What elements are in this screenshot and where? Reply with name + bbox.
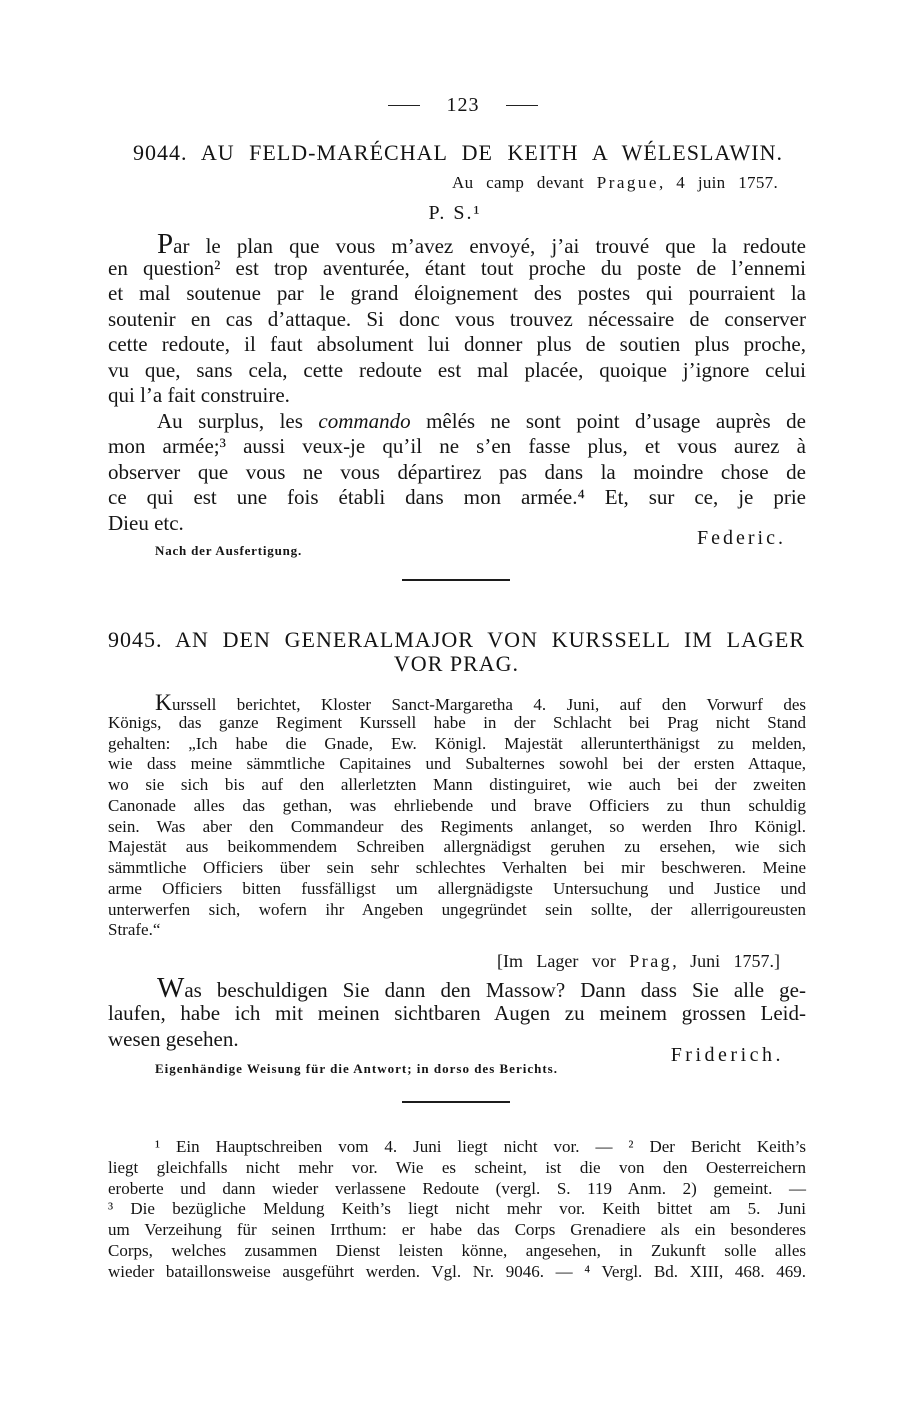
body-line: cette redoute, il faut absolument lui donner plus de soutien plus proche, (108, 332, 806, 356)
letter-9044-heading: 9044. AU FELD-MARÉCHAL DE KEITH A WÉLESLAWIN. (133, 140, 783, 165)
body-line: ce qui est une fois établi dans mon armée.⁴ Et, sur ce, je prie (108, 485, 806, 509)
page-number-header (388, 93, 538, 117)
letter-9045-heading (108, 628, 805, 676)
footnote-line: um Verzeihung für seinen Irrthum: er habe das Corps Grenadiere als ein besonderes (108, 1220, 806, 1240)
page-number-dash-right (506, 105, 538, 106)
section-divider (402, 579, 510, 581)
footnote-line: wieder bataillonsweise ausgeführt werden. Vgl. Nr. 9046. — ⁴ Vergl. Bd. XIII, 468. 469. (108, 1261, 806, 1281)
heading-line: VOR PRAG. (393, 651, 520, 676)
report-line: Strafe.“ (108, 920, 161, 940)
kurssell-report (108, 692, 806, 941)
report-line: Kurssell berichtet, Kloster Sanct-Margaretha 4. Juni, auf den Vorwurf des (155, 690, 806, 716)
body-line: Par le plan que vous m’avez envoyé, j’ai trouvé que la redoute (157, 228, 806, 260)
dateline-suffix: , 4 juin 1757. (658, 173, 778, 192)
body-line: mon armée;³ aussi veux-je qu’il ne s’en fasse plus, et vous aurez à (108, 434, 806, 458)
footnote-line: ³ Die bezügliche Meldung Keith’s liegt nicht mehr vor. Keith bittet am 5. Juni (108, 1199, 806, 1219)
report-line: sämmtliche Officiers über sein sehr schlechtes Verhalten bei mir beschweren. Meine (108, 858, 806, 877)
source-note: Nach der Ausfertigung. (155, 543, 303, 558)
report-line: Canonade alles das gethan, was ehrliebende und brave Officiers zu thun schuldig (108, 795, 806, 815)
letter-9045-dateline (497, 950, 780, 972)
letter-9044-dateline (452, 172, 778, 194)
footnote-line: ¹ Ein Hauptschreiben vom 4. Juni liegt nicht vor. — ² Der Bericht Keith’s (155, 1137, 806, 1156)
page-number: 123 (446, 94, 480, 116)
report-line: wie dass meine sämmtliche Capitaines und Subalternes sowohl bei der ersten Attaque, (108, 754, 806, 774)
footnote-line: liegt gleichfalls nicht mehr vor. Wie es scheint, ist die von den Oesterreichern (108, 1157, 806, 1177)
body-line (108, 409, 806, 435)
dateline-place: Prague (596, 173, 659, 192)
body-line: Dieu etc. (108, 510, 184, 535)
body-text: Au surplus, les (157, 408, 319, 433)
page-number-dash-left (388, 105, 420, 106)
footnote-line: Corps, welches zusammen Dienst leisten könne, angesehen, in Zukunft solle alles (108, 1240, 806, 1260)
footnote-divider (402, 1101, 510, 1103)
body-line: qui l’a fait construire. (108, 383, 290, 407)
report-line: Majestät aus beikommendem Schreiben allergnädigst geruhen zu ersehen, wie sich (108, 837, 806, 857)
body-line: vu que, sans cela, cette redoute est mal placée, quoique j’ignore celui (108, 357, 806, 382)
reply-line: Was beschuldigen Sie dann den Massow? Dann dass Sie alle ge- (157, 972, 806, 1004)
signature-federic: Federic. (697, 527, 786, 549)
signature-friderich: Friderich. (670, 1044, 784, 1066)
body-text: mêlés ne sont point d’usage auprès de (410, 408, 806, 433)
heading-line: 9045. AN DEN GENERALMAJOR VON KURSSELL IM LAGER (108, 627, 805, 652)
dateline-prefix: [Im Lager vor (497, 951, 630, 971)
report-line: unterwerfen sich, wofern ihr Angeben ungegründet sein sollte, der allerrigoureusten (108, 899, 806, 919)
dateline-place: Prag (629, 951, 673, 971)
king-reply (108, 974, 806, 1052)
dateline-suffix: , Juni 1757.] (672, 951, 781, 971)
report-line: wo sie sich bis auf den allerletzten Mann distinguiret, wie auch bei der zweiten (108, 775, 806, 794)
reply-line: laufen, habe ich mit meinen sichtbaren Augen zu meinem grossen Leid- (108, 1001, 806, 1025)
italic-term: commando (318, 408, 411, 433)
source-note: Eigenhändige Weisung für die Antwort; in dorso des Berichts. (155, 1061, 558, 1076)
reply-line: wesen gesehen. (108, 1027, 239, 1051)
body-line: en question² est trop aventurée, étant tout proche du poste de l’ennemi (108, 255, 806, 280)
postscript-label: P. S.¹ (428, 202, 482, 224)
letter-9044-body (108, 230, 806, 536)
footnote-line: eroberte und dann wieder verlassene Redoute (vergl. S. 119 Anm. 2) gemeint. — (108, 1178, 806, 1198)
footnotes (108, 1137, 806, 1283)
body-line: soutenir en cas d’attaque. Si donc vous trouvez nécessaire de conserver (108, 306, 806, 331)
dateline-prefix: Au camp devant (452, 173, 597, 192)
report-line: gehalten: „Ich habe die Gnade, Ew. Königl. Majestät allerunterthänigst zu melden, (108, 733, 806, 753)
body-line: observer que vous ne vous départirez pas dans la moindre chose de (108, 459, 806, 484)
report-line: arme Officiers bitten fussfälligst um allergnädigste Untersuchung und Justice und (108, 878, 806, 898)
body-line: et mal soutenue par le grand éloignement des postes qui pourraient la (108, 281, 806, 305)
report-line: Königs, das ganze Regiment Kurssell habe in der Schlacht bei Prag nicht Stand (108, 712, 806, 732)
report-line: sein. Was aber den Commandeur des Regiments anlanget, so werden Ihro Königl. (108, 816, 806, 836)
